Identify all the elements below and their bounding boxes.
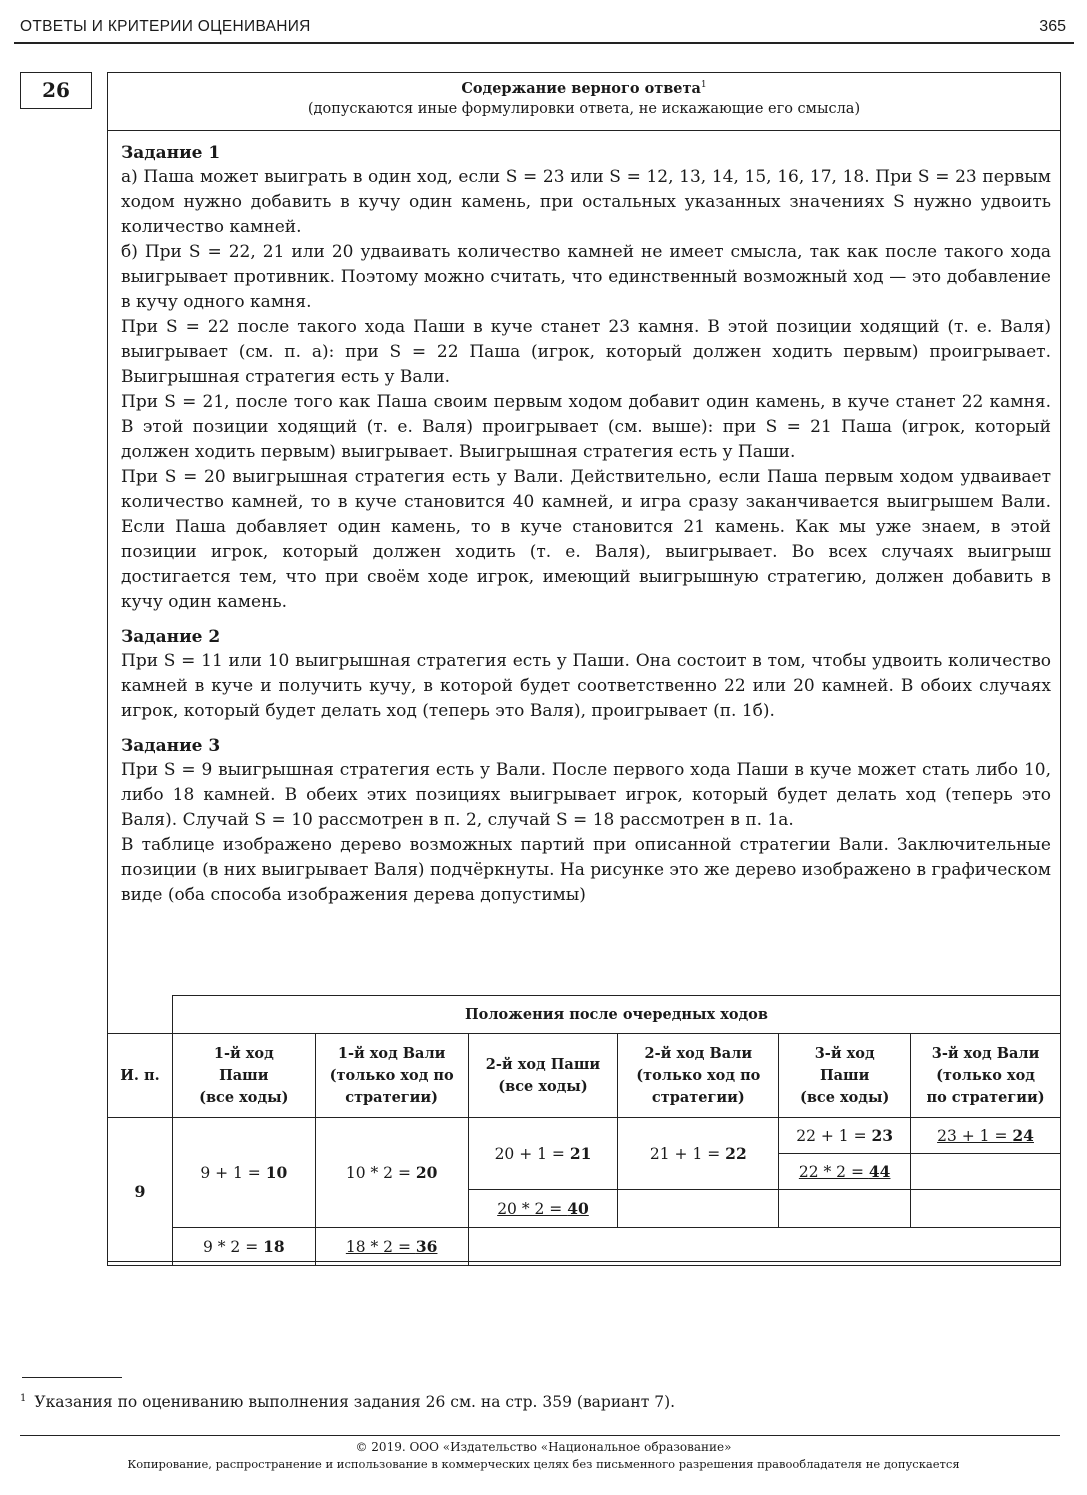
answer-header	[108, 73, 1060, 131]
paragraph: б) При S = 22, 21 или 20 удваивать количество камней не имеет смысла, так как после такого хода выигрывает противник. Поэтому можно считать, что единственный возможный ход — это добавление в кучу одного камня.	[121, 242, 1051, 312]
move-cell: 21 + 1 = 22	[618, 1118, 779, 1190]
empty-cell	[779, 1190, 911, 1228]
paragraph: При S = 21, после того как Паша своим первым ходом добавит один камень, в куче станет 22 камня. В этой позиции ходящий (т. е. Валя) проигрывает (см. выше): при S = 21 Паша (игрок, который должен ходить первым) выигрывает. Выигрышная стратегия есть у Паши.	[121, 392, 1051, 462]
col-header-pasha-move-2: 2-й ход Паши (все ходы)	[468, 1034, 618, 1118]
section-title: Задание 3	[121, 736, 221, 756]
col-header-valya-move-3: 3-й ход Вали (только ход по стратегии)	[911, 1034, 1061, 1118]
section-title: Задание 2	[121, 627, 221, 647]
move-cell: 9 * 2 = 18	[172, 1228, 315, 1266]
group-header: Положения после очередных ходов	[172, 996, 1060, 1034]
move-cell: 22 + 1 = 23	[779, 1118, 911, 1154]
final-move-cell: 18 * 2 = 36	[315, 1228, 468, 1266]
col-header-pasha-move-1: 1-й ход Паши (все ходы)	[172, 1034, 315, 1118]
col-header-valya-move-2: 2-й ход Вали (только ход по стратегии)	[618, 1034, 779, 1118]
answer-header-subtitle: (допускаются иные формулировки ответа, не искажающие его смысла)	[307, 101, 861, 117]
empty-cell	[911, 1190, 1061, 1228]
game-tree-table	[107, 995, 1061, 1266]
col-header-initial: И. п.	[108, 1034, 173, 1118]
answer-content	[121, 141, 1051, 908]
final-move-cell: 20 * 2 = 40	[468, 1190, 618, 1228]
paragraph: При S = 9 выигрышная стратегия есть у Вали. После первого хода Паши в куче может стать либо 10, либо 18 камней. В обеих этих позициях выигрывает игрок, который будет делать ход (теперь это Валя). Случай S = 10 рассмотрен в п. 2, случай S = 18 рассмотрен в п. 1а.	[121, 760, 1051, 830]
footnote-mark: 1	[700, 80, 707, 91]
section-2	[121, 625, 1051, 724]
col-header-pasha-move-3: 3-й ход Паши (все ходы)	[779, 1034, 911, 1118]
section-1	[121, 141, 1051, 615]
page-header	[14, 14, 1074, 44]
move-cell: 10 * 2 = 20	[315, 1118, 468, 1228]
final-move-cell: 22 * 2 = 44	[779, 1154, 911, 1190]
paragraph: При S = 11 или 10 выигрышная стратегия есть у Паши. Она состоит в том, чтобы удвоить количество камней в куче и получить кучу, в которой будет соответственно 22 или 20 камней. В обоих случаях игрок, который будет делать ход (теперь это Валя), проигрывает (п. 1б).	[121, 651, 1051, 721]
footnote-divider	[22, 1377, 122, 1378]
final-move-cell: 23 + 1 = 24	[911, 1118, 1061, 1154]
copyright-line-2: Копирование, распространение и использование в коммерческих целях без письменного разрешения правообладателя не допускается	[127, 1457, 960, 1471]
move-cell: 9 + 1 = 10	[172, 1118, 315, 1228]
footnote: $^1$ Указания по оцениванию выполнения задания 26 см. на стр. 359 (вариант 7).	[20, 1393, 676, 1412]
page-number: 365	[1039, 18, 1066, 35]
section-title: Задание 1	[121, 143, 221, 163]
answer-frame	[107, 72, 1061, 1262]
header-title: ОТВЕТЫ И КРИТЕРИИ ОЦЕНИВАНИЯ	[20, 18, 311, 35]
empty-cell	[618, 1190, 779, 1228]
empty-cell	[911, 1154, 1061, 1190]
paragraph: а) Паша может выиграть в один ход, если S = 23 или S = 12, 13, 14, 15, 16, 17, 18. При S = 23 первым ходом нужно добавить в кучу один камень, при остальных указанных значениях S нужно удвоить количество камней.	[121, 167, 1051, 237]
copyright-divider	[20, 1435, 1060, 1436]
paragraph: В таблице изображено дерево возможных партий при описанной стратегии Вали. Заключительные позиции (в них выигрывает Валя) подчёркнуты. На рисунке это же дерево изображено в графическом виде (оба способа изображения дерева допустимы)	[121, 835, 1051, 905]
initial-position-cell: 9	[108, 1118, 173, 1266]
col-header-valya-move-1: 1-й ход Вали (только ход по стратегии)	[315, 1034, 468, 1118]
move-cell: 20 + 1 = 21	[468, 1118, 618, 1190]
answer-header-title: Содержание верного ответа$^1$	[461, 80, 707, 97]
section-3	[121, 734, 1051, 908]
empty-cell	[468, 1228, 1060, 1266]
paragraph: При S = 22 после такого хода Паши в куче станет 23 камня. В этой позиции ходящий (т. е. Валя) выигрывает (см. п. а): при S = 22 Паша (игрок, который должен ходить первым) проигрывает. Выигрышная стратегия есть у Вали.	[121, 317, 1051, 387]
task-number: 26	[20, 72, 92, 109]
empty-corner-cell	[108, 996, 173, 1034]
copyright-line-1: © 2019. ООО «Издательство «Национальное образование»	[355, 1440, 732, 1454]
paragraph: При S = 20 выигрышная стратегия есть у Вали. Действительно, если Паша первым ходом удваивает количество камней, то в куче становится 40 камней, и игра сразу заканчивается выигрышем Вали. Если Паша добавляет один камень, то в куче становится 21 камень. Как мы уже знаем, в этой позиции игрок, который должен ходить (т. е. Валя), выигрывает. Во всех случаях выигрыш достигается тем, что при своём ходе игрок, имеющий выигрышную стратегию, должен добавить в кучу один камень.	[121, 467, 1051, 612]
